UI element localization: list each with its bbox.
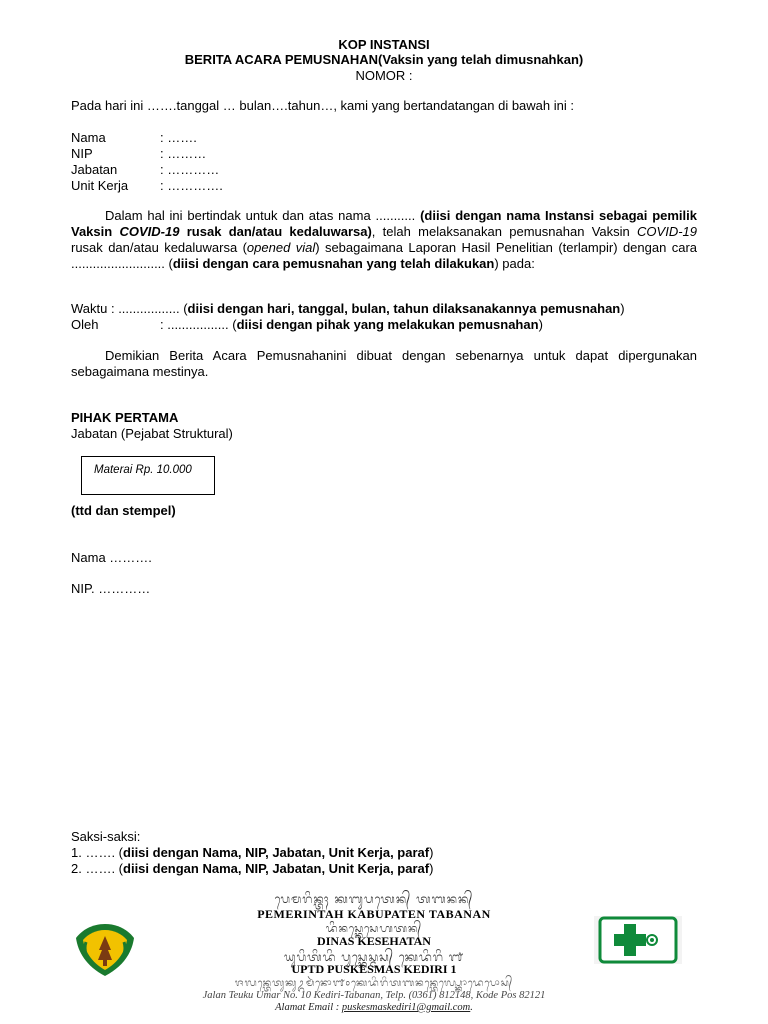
footer-address: Jalan Teuku Umar No. 10 Kediri-Tabanan, Telp. (0361) 812148, Kode Pos 82121: [202, 990, 546, 1001]
saksi-item: [71, 845, 433, 860]
oleh-prefix: : ................. (: [160, 317, 237, 332]
email-end: .: [470, 1002, 473, 1013]
paragraph-text: ) pada:: [494, 256, 535, 271]
paragraph-bold: rusak dan/atau kedaluwarsa): [179, 224, 372, 239]
paragraph-text: rusak dan/atau kedaluwarsa (: [71, 240, 247, 255]
oleh-line: [160, 317, 543, 332]
paragraph-bold: (diisi dengan nama Instansi sebagai pemilik Vaksin: [71, 208, 697, 239]
saksi-dots: ……. (: [81, 845, 124, 860]
paragraph-text: Dalam hal ini bertindak untuk dan atas nama ...........: [105, 208, 421, 223]
email-link[interactable]: puskesmaskediri1@gmail.com: [341, 1002, 471, 1013]
oleh-suffix: ): [538, 317, 543, 332]
saksi-item: [71, 861, 433, 876]
oleh-label: Oleh: [71, 317, 99, 332]
paragraph-italic: opened vial: [246, 240, 316, 255]
field-value-nama: : …….: [160, 130, 197, 145]
document-title: BERITA ACARA PEMUSNAHAN(Vaksin yang telah dimusnahkan): [184, 52, 584, 67]
balinese-script-line: ᬤᬶᬦᬲ᭄ᬓᬾᬲᬾᬳᬢᬦ᭄: [325, 922, 423, 935]
saksi-end: ): [429, 861, 434, 876]
saksi-end: ): [429, 845, 434, 860]
field-label-nip: NIP: [71, 146, 93, 161]
field-label-unit-kerja: Unit Kerja: [71, 178, 129, 193]
statement-paragraph: [71, 208, 697, 272]
saksi-number: 2.: [71, 861, 82, 876]
waktu-instruction: diisi dengan hari, tanggal, bulan, tahun dilaksanakannya pemusnahan: [187, 301, 621, 316]
field-value-nip: : ………: [160, 146, 207, 161]
health-cross-logo-icon: [594, 916, 682, 964]
paragraph-bold: diisi dengan cara pemusnahan yang telah dilakukan: [172, 256, 495, 271]
intro-text: Pada hari ini …….tanggal … bulan….tahun…, kami yang bertandatangan di bawah ini :: [71, 98, 574, 113]
waktu-suffix: ): [620, 301, 625, 316]
footer-email-line: [64, 1002, 684, 1013]
materai-label: Materai Rp. 10.000: [94, 464, 192, 476]
balinese-script-line: ᬧᬾᬫᬭᬶᬦ᭄ᬢᬄ ᬓᬩᬸᬧᬢᬾᬦ᭄ ᬢᬩᬦᬦ᭄: [274, 892, 474, 906]
field-value-unit-kerja: : ………….: [160, 178, 223, 193]
field-label-jabatan: Jabatan: [71, 162, 118, 177]
nama-signature: Nama ……….: [71, 550, 152, 565]
waktu-prefix: Waktu : ................. (: [71, 301, 188, 316]
saksi-instruction: diisi dengan Nama, NIP, Jabatan, Unit Kerja, paraf: [123, 861, 430, 876]
nomor: NOMOR :: [355, 68, 413, 83]
saksi-instruction: diisi dengan Nama, NIP, Jabatan, Unit Kerja, paraf: [123, 845, 430, 860]
balinese-script-line: ᬬᬸᬧᬶᬢᬶᬤᬶ ᬧᬸᬲ᭄ᬓᬾᬲ᭄ᬫᬲ᭄ ᬓᬾᬤᬶᬭᬶ ᭑: [283, 950, 464, 964]
waktu-line: [71, 301, 625, 316]
field-label-nama: Nama: [71, 130, 106, 145]
email-label: Alamat Email :: [275, 1002, 342, 1013]
field-value-jabatan: : …………: [160, 162, 220, 177]
jabatan-pejabat: Jabatan (Pejabat Struktural): [71, 426, 233, 441]
materai-box: [81, 456, 215, 495]
paragraph-text: , telah melaksanakan pemusnahan Vaksin: [371, 224, 638, 239]
saksi-heading: Saksi-saksi:: [71, 829, 141, 844]
kop-instansi: KOP INSTANSI: [338, 37, 430, 52]
ttd-stempel: (ttd dan stempel): [71, 503, 176, 518]
footer-uptd: UPTD PUSKESMAS KEDIRI 1: [291, 962, 457, 976]
closing-paragraph: Demikian Berita Acara Pemusnahanini dibuat dengan sebenarnya untuk dapat dipergunakan sebagaimana mestinya.: [71, 348, 697, 379]
saksi-number: 1.: [71, 845, 82, 860]
nip-signature: NIP. …………: [71, 581, 151, 596]
pihak-pertama-heading: PIHAK PERTAMA: [71, 410, 179, 425]
footer-dinas: DINAS KESEHATAN: [317, 934, 431, 948]
paragraph-italic: COVID-19: [637, 224, 697, 239]
paragraph-text: ) sebagaimana Laporan Hasil Penelitian (terlampir) dengan cara .......................... (: [71, 240, 698, 271]
paragraph-bold-italic: COVID-19: [119, 224, 180, 239]
balinese-address-line: ᬚᬮᬦ᭄ᬢᬾᬢᬸᬓᬸᬉᬫᬃᬦᭀ᭑᭐ᬓᬾᬤᬶᬭᬶᬢᬩᬦᬦ᭄ᬢᬾᬮ᭄ᬧ᭄ᬓᭀᬤᬾᬧᭀᬲ᭄: [234, 978, 514, 989]
saksi-dots: ……. (: [81, 861, 124, 876]
footer-pemerintah: PEMERINTAH KABUPATEN TABANAN: [257, 907, 491, 921]
oleh-instruction: diisi dengan pihak yang melakukan pemusnahan: [236, 317, 539, 332]
footer-letterhead: [64, 884, 684, 1014]
